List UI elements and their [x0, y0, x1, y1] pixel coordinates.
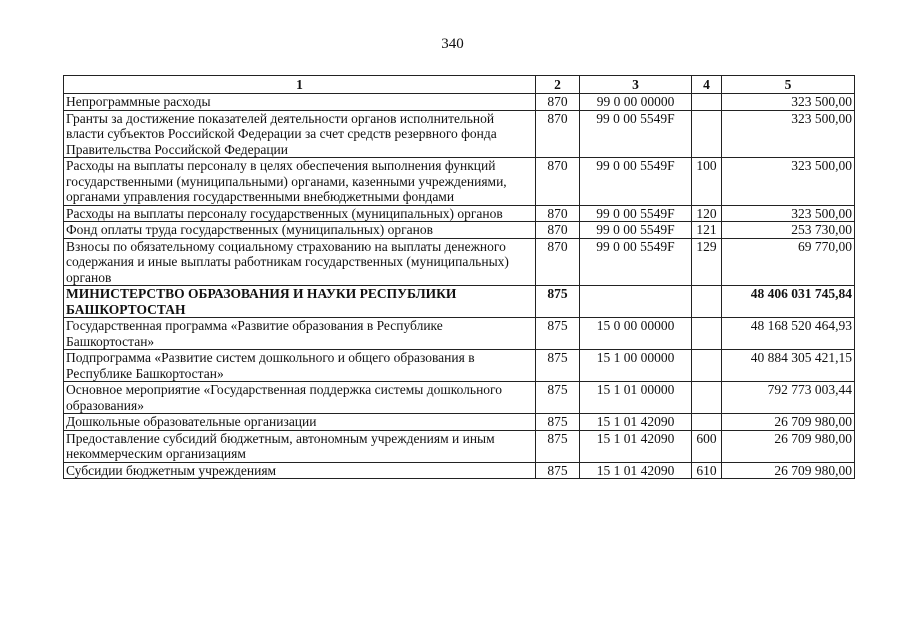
cell-name: Подпрограмма «Развитие систем дошкольного и общего образования в Республике Башкортостан»: [64, 350, 536, 382]
cell-expense-type: 129: [692, 238, 722, 286]
header-col-3: 3: [580, 76, 692, 94]
cell-amount: 48 406 031 745,84: [722, 286, 855, 318]
cell-amount: 26 709 980,00: [722, 462, 855, 479]
cell-name: Дошкольные образовательные организации: [64, 414, 536, 431]
table-row: [64, 222, 855, 239]
cell-name: Непрограммные расходы: [64, 94, 536, 111]
cell-target-article: [580, 286, 692, 318]
cell-target-article: 99 0 00 5549F: [580, 158, 692, 206]
page-number: 340: [441, 36, 464, 52]
cell-amount: 26 709 980,00: [722, 430, 855, 462]
cell-grbs-code: 875: [536, 318, 580, 350]
table-row: [64, 94, 855, 111]
cell-expense-type: 120: [692, 205, 722, 222]
cell-target-article: 15 1 01 42090: [580, 462, 692, 479]
cell-target-article: 15 0 00 00000: [580, 318, 692, 350]
cell-target-article: 15 1 01 42090: [580, 430, 692, 462]
table-row: [64, 238, 855, 286]
cell-grbs-code: 870: [536, 110, 580, 158]
cell-expense-type: [692, 382, 722, 414]
cell-name: Государственная программа «Развитие образования в Республике Башкортостан»: [64, 318, 536, 350]
cell-expense-type: 121: [692, 222, 722, 239]
cell-expense-type: [692, 110, 722, 158]
table-row: [64, 286, 855, 318]
cell-expense-type: 610: [692, 462, 722, 479]
cell-grbs-code: 870: [536, 94, 580, 111]
cell-expense-type: [692, 286, 722, 318]
cell-name: МИНИСТЕРСТВО ОБРАЗОВАНИЯ И НАУКИ РЕСПУБЛИКИ БАШКОРТОСТАН: [64, 286, 536, 318]
cell-name: Фонд оплаты труда государственных (муниципальных) органов: [64, 222, 536, 239]
cell-target-article: 15 1 01 42090: [580, 414, 692, 431]
header-col-1: 1: [64, 76, 536, 94]
cell-grbs-code: 875: [536, 286, 580, 318]
cell-amount: 253 730,00: [722, 222, 855, 239]
table-row: [64, 350, 855, 382]
cell-grbs-code: 870: [536, 222, 580, 239]
cell-amount: 48 168 520 464,93: [722, 318, 855, 350]
cell-name: Взносы по обязательному социальному страхованию на выплаты денежного содержания и иные выплаты работникам государственных (муниципальных) органов: [64, 238, 536, 286]
cell-grbs-code: 875: [536, 414, 580, 431]
cell-target-article: 15 1 01 00000: [580, 382, 692, 414]
cell-expense-type: [692, 94, 722, 111]
cell-target-article: 99 0 00 00000: [580, 94, 692, 111]
cell-grbs-code: 870: [536, 238, 580, 286]
cell-amount: 323 500,00: [722, 205, 855, 222]
table-row: [64, 462, 855, 479]
header-row: [64, 76, 855, 94]
cell-amount: 40 884 305 421,15: [722, 350, 855, 382]
cell-expense-type: 600: [692, 430, 722, 462]
cell-expense-type: [692, 318, 722, 350]
cell-expense-type: [692, 350, 722, 382]
cell-name: Основное мероприятие «Государственная поддержка системы дошкольного образования»: [64, 382, 536, 414]
cell-grbs-code: 870: [536, 205, 580, 222]
cell-amount: 26 709 980,00: [722, 414, 855, 431]
cell-grbs-code: 875: [536, 430, 580, 462]
cell-amount: 792 773 003,44: [722, 382, 855, 414]
cell-name: Гранты за достижение показателей деятельности органов исполнительной власти субъектов Российской Федерации за счет средств резервного фонда Правительства Российской Федерации: [64, 110, 536, 158]
table-row: [64, 430, 855, 462]
header-col-5: 5: [722, 76, 855, 94]
cell-target-article: 99 0 00 5549F: [580, 222, 692, 239]
budget-table: [63, 75, 855, 479]
table-body: [64, 94, 855, 479]
cell-target-article: 15 1 00 00000: [580, 350, 692, 382]
table-row: [64, 110, 855, 158]
table-row: [64, 414, 855, 431]
cell-target-article: 99 0 00 5549F: [580, 205, 692, 222]
cell-name: Субсидии бюджетным учреждениям: [64, 462, 536, 479]
header-col-4: 4: [692, 76, 722, 94]
cell-grbs-code: 870: [536, 158, 580, 206]
cell-amount: 323 500,00: [722, 110, 855, 158]
table-row: [64, 205, 855, 222]
table-row: [64, 318, 855, 350]
table-row: [64, 382, 855, 414]
cell-grbs-code: 875: [536, 350, 580, 382]
cell-amount: 323 500,00: [722, 158, 855, 206]
cell-target-article: 99 0 00 5549F: [580, 110, 692, 158]
cell-grbs-code: 875: [536, 382, 580, 414]
table-row: [64, 158, 855, 206]
cell-name: Предоставление субсидий бюджетным, автономным учреждениям и иным некоммерческим организациям: [64, 430, 536, 462]
cell-name: Расходы на выплаты персоналу в целях обеспечения выполнения функций государственными (муниципальными) органами, казенными учреждениями, органами управления государственными внебюджетными фондами: [64, 158, 536, 206]
cell-amount: 69 770,00: [722, 238, 855, 286]
cell-amount: 323 500,00: [722, 94, 855, 111]
cell-target-article: 99 0 00 5549F: [580, 238, 692, 286]
cell-expense-type: 100: [692, 158, 722, 206]
header-col-2: 2: [536, 76, 580, 94]
cell-grbs-code: 875: [536, 462, 580, 479]
cell-name: Расходы на выплаты персоналу государственных (муниципальных) органов: [64, 205, 536, 222]
cell-expense-type: [692, 414, 722, 431]
